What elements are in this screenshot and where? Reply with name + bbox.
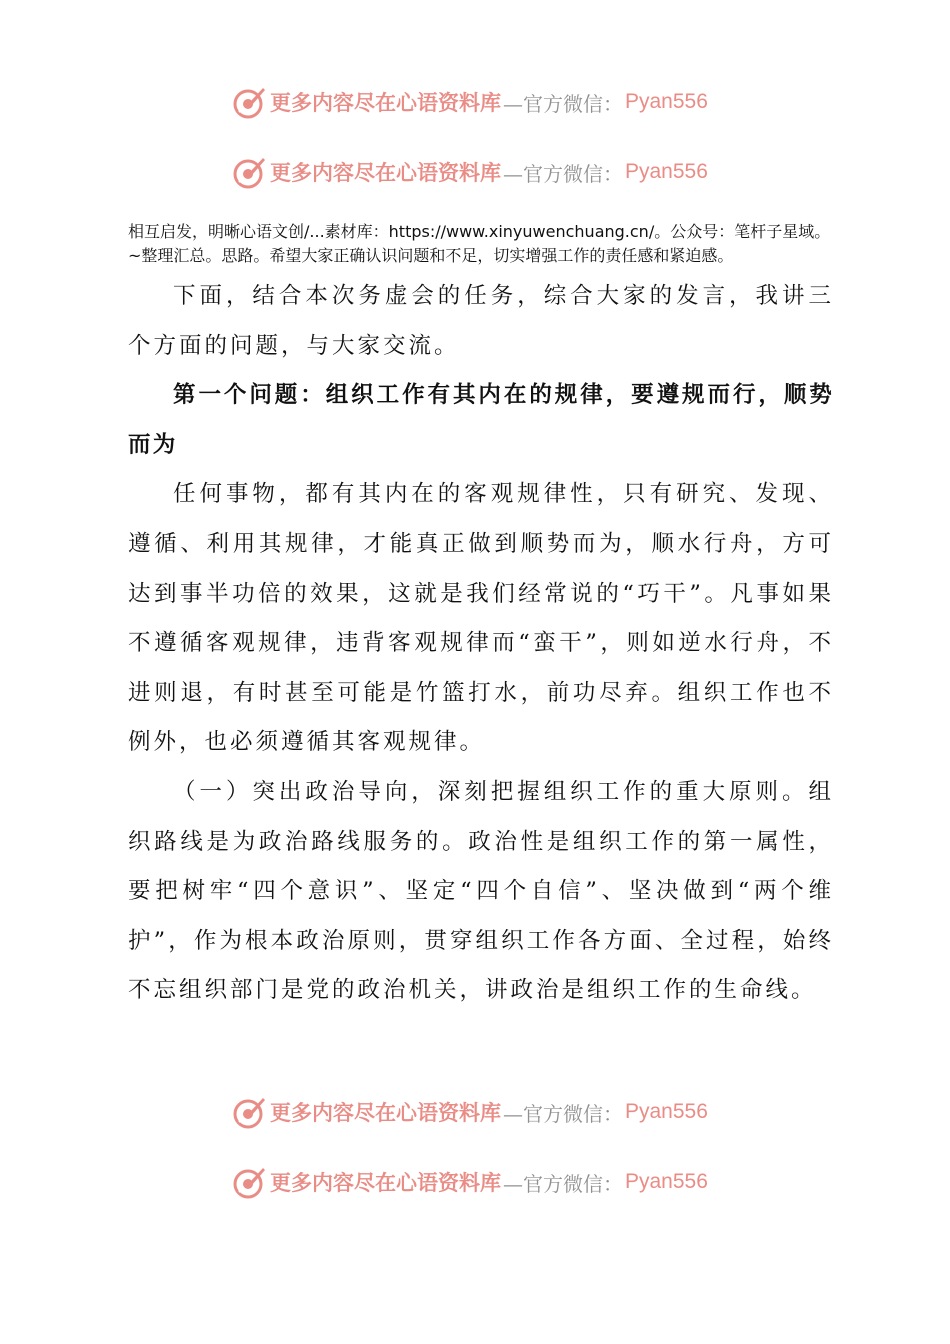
watermark-wechat-id: Pyan556 bbox=[625, 1170, 708, 1193]
watermark-sub-text: —官方微信： bbox=[503, 161, 623, 186]
watermark-sub-text: —官方微信： bbox=[503, 1171, 623, 1196]
section-heading: 第一个问题：组织工作有其内在的规律，要遵规而行，顺势而为 bbox=[128, 382, 834, 458]
source-notice: 相互启发，明晰心语文创/...素材库：https://www.xinyuwenchuang.cn/。公众号：笔杆子星域。~整理汇总。思路。希望大家正确认识问题和不足，切实增强工作的责任感和紧迫感。 bbox=[128, 222, 831, 265]
watermark-wechat-id: Pyan556 bbox=[625, 1100, 708, 1123]
document-body bbox=[128, 272, 834, 1016]
pen-logo-icon bbox=[230, 1164, 266, 1200]
watermark-banner bbox=[230, 152, 708, 192]
pen-logo-icon bbox=[230, 1094, 266, 1130]
watermark-banner bbox=[230, 1092, 708, 1132]
watermark-banner bbox=[230, 1162, 708, 1202]
watermark-sub-text: —官方微信： bbox=[503, 91, 623, 116]
intro-paragraph: 下面，结合本次务虚会的任务，综合大家的发言，我讲三个方面的问题，与大家交流。 bbox=[128, 283, 834, 359]
pen-logo-icon bbox=[230, 84, 266, 120]
watermark-wechat-id: Pyan556 bbox=[625, 160, 708, 183]
watermark-main-text: 更多内容尽在心语资料库 bbox=[270, 90, 501, 115]
body-paragraph: 任何事物，都有其内在的客观规律性，只有研究、发现、遵循、利用其规律，才能真正做到顺势而为，顺水行舟，方可达到事半功倍的效果，这就是我们经常说的“巧干”。凡事如果不遵循客观规律，违背客观规律而“蛮干”，则如逆水行舟，不进则退，有时甚至可能是竹篮打水，前功尽弃。组织工作也不例外，也必须遵循其客观规律。 bbox=[128, 481, 834, 756]
watermark-main-text: 更多内容尽在心语资料库 bbox=[270, 1170, 501, 1195]
pen-logo-icon bbox=[230, 154, 266, 190]
watermark-banner bbox=[230, 82, 708, 122]
body-paragraph: （一）突出政治导向，深刻把握组织工作的重大原则。组织路线是为政治路线服务的。政治性是组织工作的第一属性，要把树牢“四个意识”、坚定“四个自信”、坚决做到“两个维护”，作为根本政治原则，贯穿组织工作各方面、全过程，始终不忘组织部门是党的政治机关，讲政治是组织工作的生命线。 bbox=[128, 778, 834, 1004]
watermark-wechat-id: Pyan556 bbox=[625, 90, 708, 113]
watermark-main-text: 更多内容尽在心语资料库 bbox=[270, 160, 501, 185]
watermark-sub-text: —官方微信： bbox=[503, 1101, 623, 1126]
watermark-main-text: 更多内容尽在心语资料库 bbox=[270, 1100, 501, 1125]
